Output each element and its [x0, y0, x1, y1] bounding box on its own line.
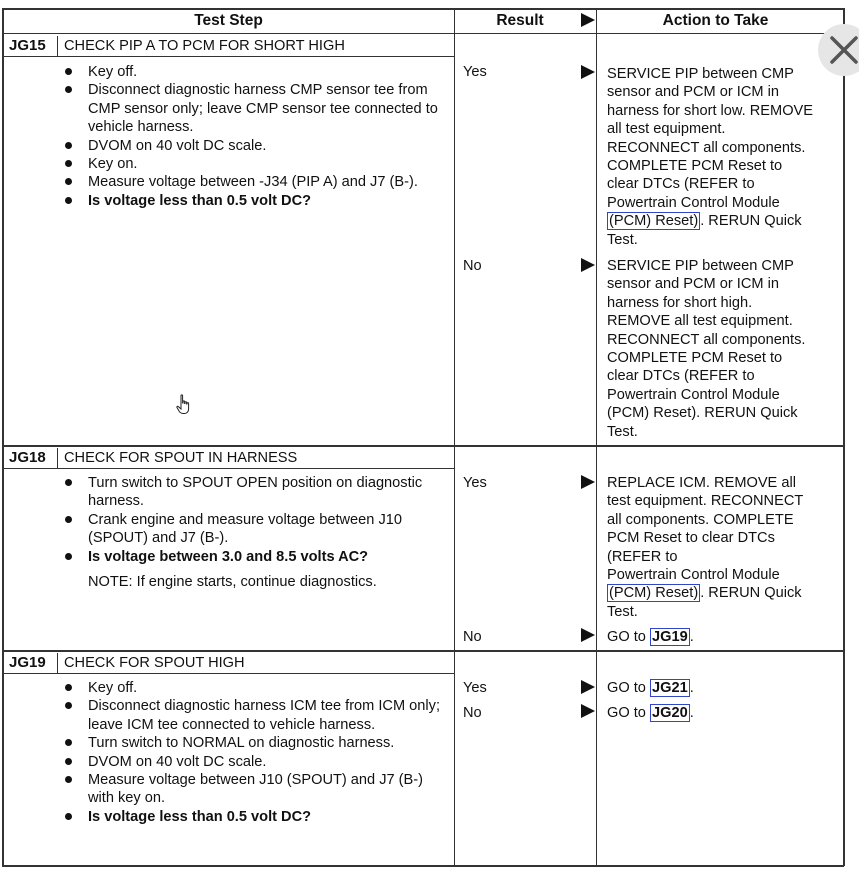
list-item: DVOM on 40 volt DC scale.	[62, 753, 447, 771]
result-arrow-icon	[581, 704, 595, 718]
step-id-jg15: JG15	[9, 37, 46, 54]
action-goto-jg19-no	[607, 704, 837, 722]
action-line: REPLACE ICM. REMOVE all	[607, 475, 796, 491]
action-line: (REFER to	[607, 548, 678, 565]
action-line: PCM Reset to clear DTCs	[607, 530, 775, 547]
note-text-jg18: NOTE: If engine starts, continue diagnostics.	[88, 574, 377, 590]
result-label-jg18-no: No	[463, 629, 482, 645]
action-line: sensor and PCM or ICM in	[607, 84, 779, 101]
header-action: Action to Take	[662, 12, 769, 29]
result-arrow-icon	[581, 475, 595, 489]
action-line: all components. COMPLETE	[607, 511, 794, 528]
list-item: Turn switch to NORMAL on diagnostic harness.	[62, 734, 447, 752]
list-item: Disconnect diagnostic harness ICM tee from ICM only; leave ICM tee connected to vehicle harness.	[62, 697, 447, 734]
header-test-step: Test Step	[194, 12, 263, 29]
goto-jg19-link[interactable]: JG19	[652, 629, 688, 645]
goto-jg20-link[interactable]: JG20	[652, 705, 688, 721]
action-text-jg15-no	[607, 257, 837, 441]
action-line: sensor and PCM or ICM in	[607, 276, 779, 293]
column-divider-result	[454, 8, 455, 866]
list-item: Key off.	[62, 679, 447, 697]
step-id-jg18: JG18	[9, 449, 46, 466]
list-item: Disconnect diagnostic harness CMP sensor tee from CMP sensor only; leave CMP sensor tee connected to vehicle harness.	[62, 81, 447, 136]
step-list-jg18	[62, 474, 447, 566]
result-label-jg15-no: No	[463, 258, 482, 274]
step-title-jg15: CHECK PIP A TO PCM FOR SHORT HIGH	[64, 38, 345, 54]
action-line-suffix: . RERUN Quick	[700, 585, 802, 602]
pcm-reset-link[interactable]: (PCM) Reset)	[609, 213, 699, 230]
header-rule	[2, 33, 844, 34]
hand-cursor-icon	[176, 394, 192, 416]
result-label-jg18-yes: Yes	[463, 475, 487, 491]
list-item: Key on.	[62, 155, 447, 173]
list-item: Crank engine and measure voltage between J10 (SPOUT) and J7 (B-).	[62, 511, 447, 548]
result-arrow-icon	[581, 628, 595, 642]
action-line: test equipment. RECONNECT	[607, 493, 804, 510]
step-title-jg19: CHECK FOR SPOUT HIGH	[64, 655, 245, 671]
header-result: Result	[496, 12, 544, 29]
result-label-jg19-no: No	[463, 705, 482, 721]
action-line: Powertrain Control Module	[607, 567, 780, 584]
result-arrow-icon	[581, 258, 595, 272]
result-label-jg15-yes: Yes	[463, 64, 487, 80]
action-line: SERVICE PIP between CMP	[607, 66, 794, 82]
action-line: RECONNECT all components.	[607, 331, 806, 348]
close-icon	[818, 24, 859, 76]
list-item: Turn switch to SPOUT OPEN position on diagnostic harness.	[62, 474, 447, 511]
action-line-suffix: . RERUN Quick	[700, 213, 802, 230]
action-line: all test equipment.	[607, 121, 726, 138]
action-line: COMPLETE PCM Reset to	[607, 158, 783, 175]
goto-prefix: GO to	[607, 680, 646, 696]
list-item: Is voltage between 3.0 and 8.5 volts AC?	[62, 548, 447, 566]
action-line: harness for short low. REMOVE	[607, 102, 814, 119]
action-line	[607, 584, 837, 602]
action-line: Powertrain Control Module	[607, 386, 780, 403]
action-goto-jg18-no	[607, 628, 837, 646]
action-line: clear DTCs (REFER to	[607, 368, 755, 385]
result-label-jg19-yes: Yes	[463, 680, 487, 696]
table-border-right	[843, 8, 845, 866]
action-text-jg15-yes	[607, 65, 837, 249]
action-line: Test.	[607, 603, 638, 620]
action-text-jg18-yes	[607, 474, 837, 621]
list-item: Is voltage less than 0.5 volt DC?	[62, 192, 447, 210]
table-border-bottom	[2, 865, 844, 867]
list-item: Measure voltage between J10 (SPOUT) and J7 (B-) with key on.	[62, 771, 447, 808]
step-list-jg15	[62, 63, 447, 210]
list-item: DVOM on 40 volt DC scale.	[62, 137, 447, 155]
action-line	[607, 212, 837, 230]
action-line: (PCM) Reset). RERUN Quick	[607, 405, 798, 422]
action-line: RECONNECT all components.	[607, 139, 806, 156]
pcm-reset-link[interactable]: (PCM) Reset)	[609, 585, 699, 602]
step-id-jg19: JG19	[9, 654, 46, 671]
goto-suffix: .	[689, 629, 694, 645]
row-rule-jg18	[2, 445, 844, 447]
action-line: Powertrain Control Module	[607, 194, 780, 211]
goto-prefix: GO to	[607, 629, 646, 645]
column-divider-action	[596, 8, 597, 866]
goto-suffix: .	[689, 705, 694, 721]
header-arrow-icon	[581, 13, 595, 27]
row-rule-jg19	[2, 650, 844, 652]
result-arrow-icon	[581, 680, 595, 694]
action-goto-jg19-yes	[607, 679, 837, 697]
list-item: Is voltage less than 0.5 volt DC?	[62, 808, 447, 826]
action-line: harness for short high.	[607, 294, 753, 311]
goto-prefix: GO to	[607, 705, 646, 721]
goto-jg21-link[interactable]: JG21	[652, 680, 688, 696]
table-border-left	[2, 8, 4, 866]
action-line: REMOVE all test equipment.	[607, 313, 793, 330]
action-line: Test.	[607, 231, 638, 248]
goto-suffix: .	[689, 680, 694, 696]
list-item: Measure voltage between -J34 (PIP A) and J7 (B-).	[62, 173, 447, 191]
action-line: COMPLETE PCM Reset to	[607, 350, 783, 367]
action-line: Test.	[607, 423, 638, 440]
list-item: Key off.	[62, 63, 447, 81]
close-button[interactable]	[818, 24, 859, 76]
action-line: clear DTCs (REFER to	[607, 176, 755, 193]
step-title-jg18: CHECK FOR SPOUT IN HARNESS	[64, 450, 298, 466]
result-arrow-icon	[581, 65, 595, 79]
action-line: SERVICE PIP between CMP	[607, 258, 794, 274]
step-list-jg19	[62, 679, 447, 826]
